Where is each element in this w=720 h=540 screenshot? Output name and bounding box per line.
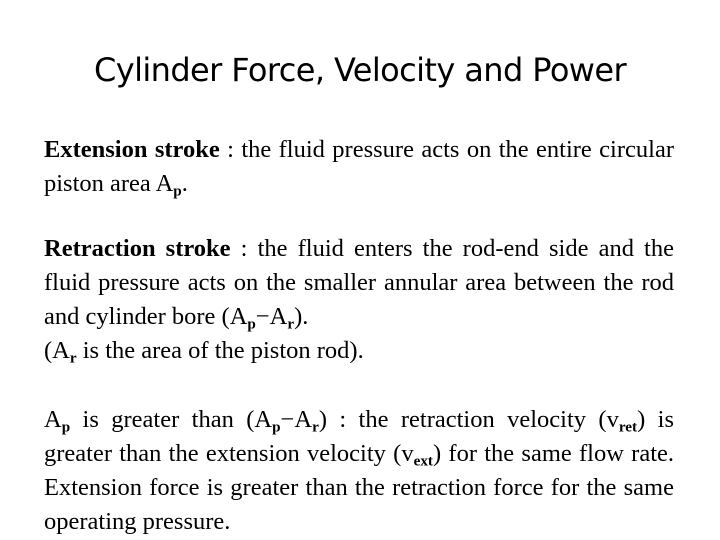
subscript-p: p — [272, 418, 281, 436]
subscript-p: p — [173, 182, 182, 200]
subscript-r: r — [69, 349, 77, 367]
minus-a: −A — [255, 303, 288, 330]
retraction-term: Retraction stroke — [44, 235, 231, 262]
note-text: is the area of the piston rod). — [76, 337, 364, 364]
extension-paragraph — [44, 133, 674, 201]
comparison-paragraph — [44, 403, 674, 539]
retraction-text: : the fluid enters the rod-end side and the fluid pressure acts on the smaller annular area between the rod and cylinder bore (A — [44, 235, 674, 330]
comparison-t1: is greater than (A — [70, 406, 273, 433]
subscript-p: p — [61, 418, 71, 436]
comparison-t4: ) is greater than the extension velocity (v — [44, 406, 674, 467]
subscript-ret: ret — [618, 418, 638, 436]
comparison-t3: ) : the retraction velocity (v — [318, 406, 619, 433]
retraction-main — [44, 232, 674, 334]
slide-title: Cylinder Force, Velocity and Power — [93, 51, 627, 89]
comparison-t5: ) for the same flow rate. Extension force is greater than the retraction force for the same operating pressure. — [44, 440, 674, 535]
rod-area-note — [44, 334, 674, 368]
extension-end: . — [181, 170, 188, 197]
extension-text: : the fluid pressure acts on the entire circular piston area A — [44, 136, 674, 197]
note-open: (A — [44, 337, 70, 364]
subscript-p: p — [247, 315, 256, 333]
subscript-ext: ext — [413, 452, 433, 470]
retraction-close: ). — [294, 303, 309, 330]
retraction-paragraph — [44, 232, 674, 368]
comparison-t2: −A — [280, 406, 313, 433]
subscript-r: r — [312, 418, 319, 436]
comparison-a: A — [44, 406, 62, 433]
extension-term: Extension stroke — [44, 136, 220, 163]
subscript-r: r — [287, 315, 295, 333]
